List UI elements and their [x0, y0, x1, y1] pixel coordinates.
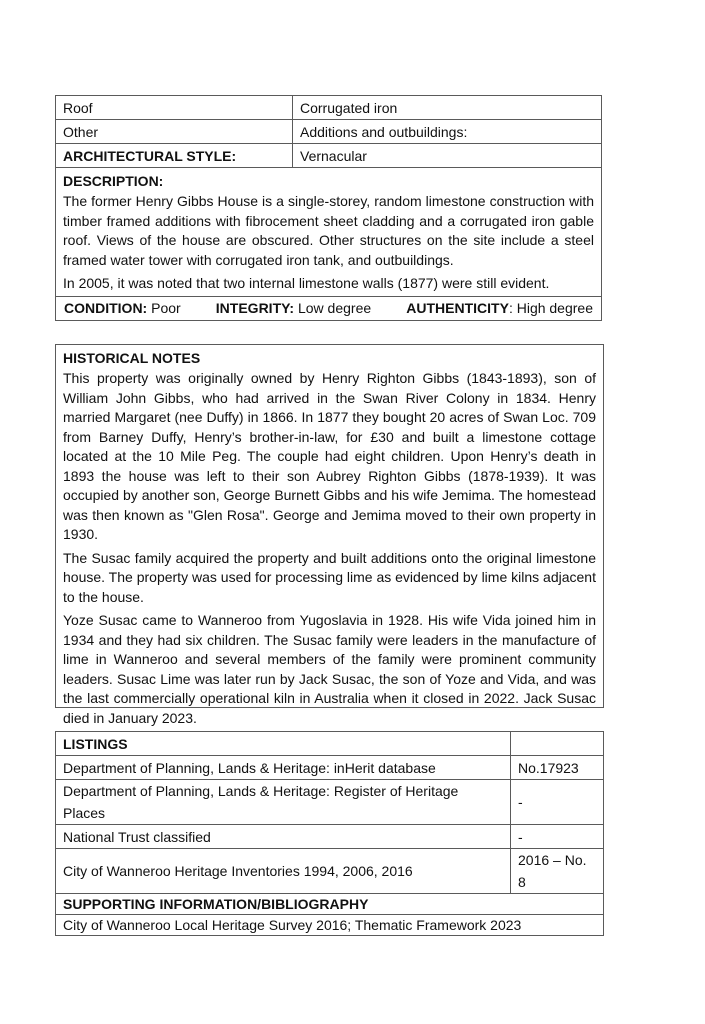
condition — [64, 297, 181, 319]
other-label: Other — [56, 120, 293, 144]
listing-name: National Trust classified — [56, 825, 511, 849]
listings-grid — [55, 731, 604, 936]
details-grid — [55, 95, 602, 321]
integrity — [216, 297, 371, 319]
table-row — [56, 120, 602, 144]
table-row — [56, 825, 604, 849]
authenticity-label: AUTHENTICITY — [406, 300, 509, 316]
listing-value: - — [511, 780, 604, 825]
historical-notes-box — [55, 344, 604, 726]
table-row — [56, 894, 604, 915]
listing-name: Department of Planning, Lands & Heritage: inHerit database — [56, 756, 511, 780]
listing-value: No.17923 — [511, 756, 604, 780]
supporting-info-text: City of Wanneroo Local Heritage Survey 2016; Thematic Framework 2023 — [56, 915, 604, 936]
historical-paragraph: Yoze Susac came to Wanneroo from Yugoslavia in 1928. His wife Vida joined him in 1934 and they had six children. The Susac family were leaders in the manufacture of lime in Wanneroo and several members of the family were prominent community leaders. Susac Lime was later run by Jack Susac, the son of Yoze and Vida, and was the last commercially operational kiln in Australia when it closed in 2022. Jack Susac died in January 2023. — [63, 612, 596, 726]
listing-name: City of Wanneroo Heritage Inventories 1994, 2006, 2016 — [56, 849, 511, 894]
table-row — [56, 849, 604, 894]
description-cell — [56, 168, 602, 297]
architectural-style-value: Vernacular — [293, 144, 602, 168]
description-heading: DESCRIPTION: — [63, 173, 164, 189]
listings-table — [55, 731, 604, 933]
table-row — [56, 915, 604, 936]
listings-heading: LISTINGS — [56, 732, 511, 756]
condition-label: CONDITION: — [64, 300, 148, 316]
integrity-value: Low degree — [294, 300, 372, 316]
other-value: Additions and outbuildings: — [293, 120, 602, 144]
table-row — [56, 144, 602, 168]
description-paragraph: The former Henry Gibbs House is a single-storey, random limestone construction with timber framed additions with fibrocement sheet cladding and a corrugated iron gable roof. Views of the house are obscured. Other structures on the site include a steel framed water tower with corrugated iron tank, and outbuildings. — [63, 193, 594, 268]
table-row — [56, 780, 604, 825]
assessment-row — [56, 296, 602, 320]
table-row — [56, 732, 604, 756]
historical-notes-heading: HISTORICAL NOTES — [63, 350, 201, 366]
listing-name: Department of Planning, Lands & Heritage: Register of Heritage Places — [56, 780, 511, 825]
architectural-style-label: ARCHITECTURAL STYLE: — [56, 144, 293, 168]
listings-heading-value — [511, 732, 604, 756]
authenticity — [406, 297, 593, 319]
description-row — [56, 168, 602, 297]
table-row — [56, 756, 604, 780]
listing-value: 2016 – No. 8 — [511, 849, 604, 894]
historical-paragraph: This property was originally owned by Henry Righton Gibbs (1843-1893), son of William John Gibbs, who had arrived in the Swan River Colony in 1834. Henry married Margaret (nee Duffy) in 1866. In 1877 they bought 20 acres of Swan Loc. 709 from Barney Duffy, Henry’s brother-in-law, for £30 and built a limestone cottage located at the 10 Mile Peg. The couple had eight children. Upon Henry’s death in 1893 the house was left to their son Aubrey Righton Gibbs (1878-1939). It was occupied by another son, George Burnett Gibbs and his wife Jemima. The homestead was then known as "Glen Rosa". George and Jemima moved to their own property in 1930. — [63, 370, 596, 542]
integrity-label: INTEGRITY: — [215, 300, 295, 316]
roof-value: Corrugated iron — [293, 96, 602, 120]
historical-paragraph: The Susac family acquired the property and built additions onto the original limestone house. The property was used for processing lime as evidenced by lime kilns adjacent to the house. — [63, 549, 596, 605]
authenticity-value: : High degree — [508, 300, 593, 316]
listing-value: - — [511, 825, 604, 849]
roof-label: Roof — [56, 96, 293, 120]
condition-value: Poor — [147, 300, 181, 316]
table-row — [56, 96, 602, 120]
assessment-cell — [56, 296, 602, 320]
details-table — [55, 95, 602, 321]
description-paragraph: In 2005, it was noted that two internal limestone walls (1877) were still evident. — [63, 275, 550, 291]
supporting-info-heading: SUPPORTING INFORMATION/BIBLIOGRAPHY — [56, 894, 604, 915]
